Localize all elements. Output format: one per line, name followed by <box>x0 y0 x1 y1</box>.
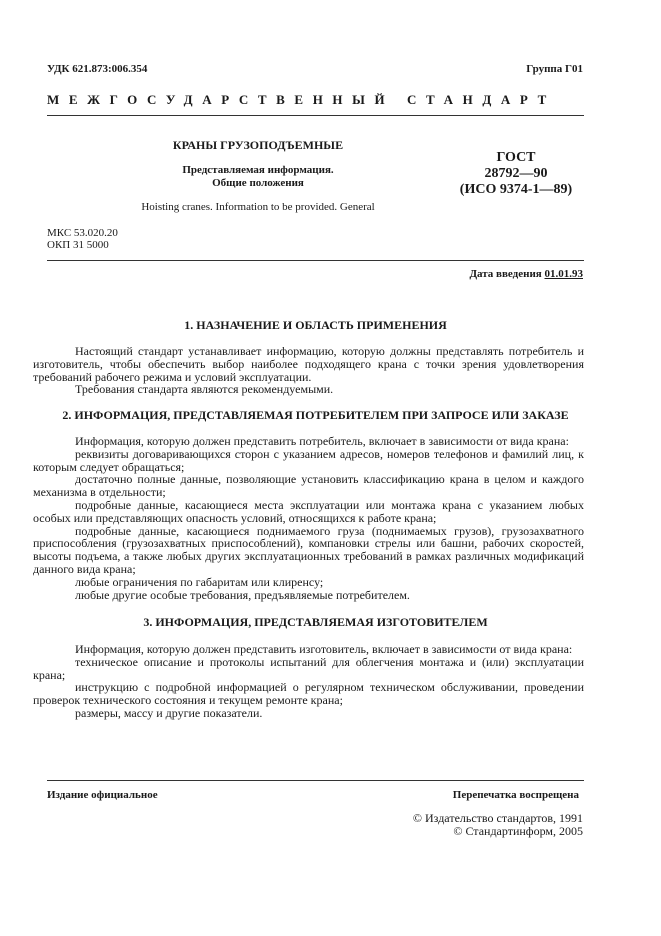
english-title: Hoisting cranes. Information to be provided. General <box>141 201 375 213</box>
udk-code: УДК 621.873:006.354 <box>47 63 148 75</box>
document-subtitle <box>118 164 398 190</box>
paragraph: размеры, массу и другие показатели. <box>75 705 263 720</box>
paragraph: любые другие особые требования, предъявляемые потребителем. <box>75 587 410 602</box>
paragraph: подробные данные, касающиеся поднимаемого груза (поднимаемых грузов), грузозахватного приспособления (грузозахватных приспособлений), компановки стрелы или башни, рабочих скоростей, высоты подъема, а также любых других эксплуатационных требований в рамках различных модификаций данного вида крана; <box>33 523 584 576</box>
standard-type: МЕЖГОСУДАРСТВЕННЫЙ СТАНДАРТ <box>47 92 556 107</box>
gost-label: ГОСТ <box>496 150 536 165</box>
paragraph: достаточно полные данные, позволяющие установить классификацию крана в целом и каждого механизма в отдельности; <box>33 472 584 500</box>
section-3-body <box>33 643 584 720</box>
mks-code: МКС 53.020.20 <box>47 227 118 239</box>
date-label: Дата введения <box>469 268 542 280</box>
paragraph: инструкцию с подробной информацией о регулярном техническом обслуживании, проведении проверок технического состояния и текущем ремонте крана; <box>33 680 584 708</box>
section-1-heading: 1. НАЗНАЧЕНИЕ И ОБЛАСТЬ ПРИМЕНЕНИЯ <box>184 318 447 332</box>
paragraph: Информация, которую должен представить изготовитель, включает в зависимости от вида крана: <box>75 642 573 656</box>
reprint-notice: Перепечатка воспрещена <box>452 789 579 801</box>
gost-number: 28792—90 <box>484 166 548 181</box>
paragraph: подробные данные, касающиеся места эксплуатации или монтажа крана с указанием любых особых или представляющих опасность условий, относящихся к работе крана; <box>33 497 584 525</box>
footer-rule <box>47 780 584 781</box>
iso-number: (ИСО 9374-1—89) <box>459 182 573 197</box>
date-value: 01.01.93 <box>544 268 583 280</box>
official-edition: Издание официальное <box>47 789 158 801</box>
paragraph: реквизиты договаривающихся сторон с указанием адресов, номеров телефонов и фамилий лиц, к которым следует обращаться; <box>33 446 584 474</box>
section-3-heading: 3. ИНФОРМАЦИЯ, ПРЕДСТАВЛЯЕМАЯ ИЗГОТОВИТЕЛЕМ <box>143 615 488 629</box>
okp-code: ОКП 31 5000 <box>47 239 109 251</box>
paragraph: Информация, которую должен представить потребитель, включает в зависимости от вида крана: <box>75 434 569 448</box>
copyright-line-2: © Стандартинформ, 2005 <box>453 824 583 838</box>
copyright-line-1: © Издательство стандартов, 1991 <box>412 811 583 825</box>
paragraph: Настоящий стандарт устанавливает информацию, которую должны представлять потребитель и изготовитель, чтобы обеспечить выбор наиболее подходящего крана с точки зрения удовлетворения требований рабочего режима и условий эксплуатации. <box>33 344 584 384</box>
subtitle-line-1: Представляемая информация. <box>182 164 334 176</box>
subtitle-line-2: Общие положения <box>212 177 304 189</box>
paragraph: Требования стандарта являются рекомендуемыми. <box>75 382 334 397</box>
header-rule <box>47 115 584 116</box>
section-1-body <box>33 345 584 396</box>
document-title: КРАНЫ ГРУЗОПОДЪЕМНЫЕ <box>172 138 344 152</box>
gost-designation <box>448 150 584 198</box>
paragraph: техническое описание и протоколы испытаний для облегчения монтажа и (или) эксплуатации крана; <box>33 654 584 682</box>
paragraph: любые ограничения по габаритам или клиренсу; <box>75 574 324 589</box>
introduction-date <box>469 268 583 280</box>
section-2-heading: 2. ИНФОРМАЦИЯ, ПРЕДСТАВЛЯЕМАЯ ПОТРЕБИТЕЛЕМ ПРИ ЗАПРОСЕ ИЛИ ЗАКАЗЕ <box>62 408 569 422</box>
classification-codes <box>47 227 118 251</box>
copyright <box>413 812 583 838</box>
section-2-body <box>33 435 584 601</box>
codes-rule <box>47 260 584 261</box>
group-code: Группа Г01 <box>526 63 583 75</box>
